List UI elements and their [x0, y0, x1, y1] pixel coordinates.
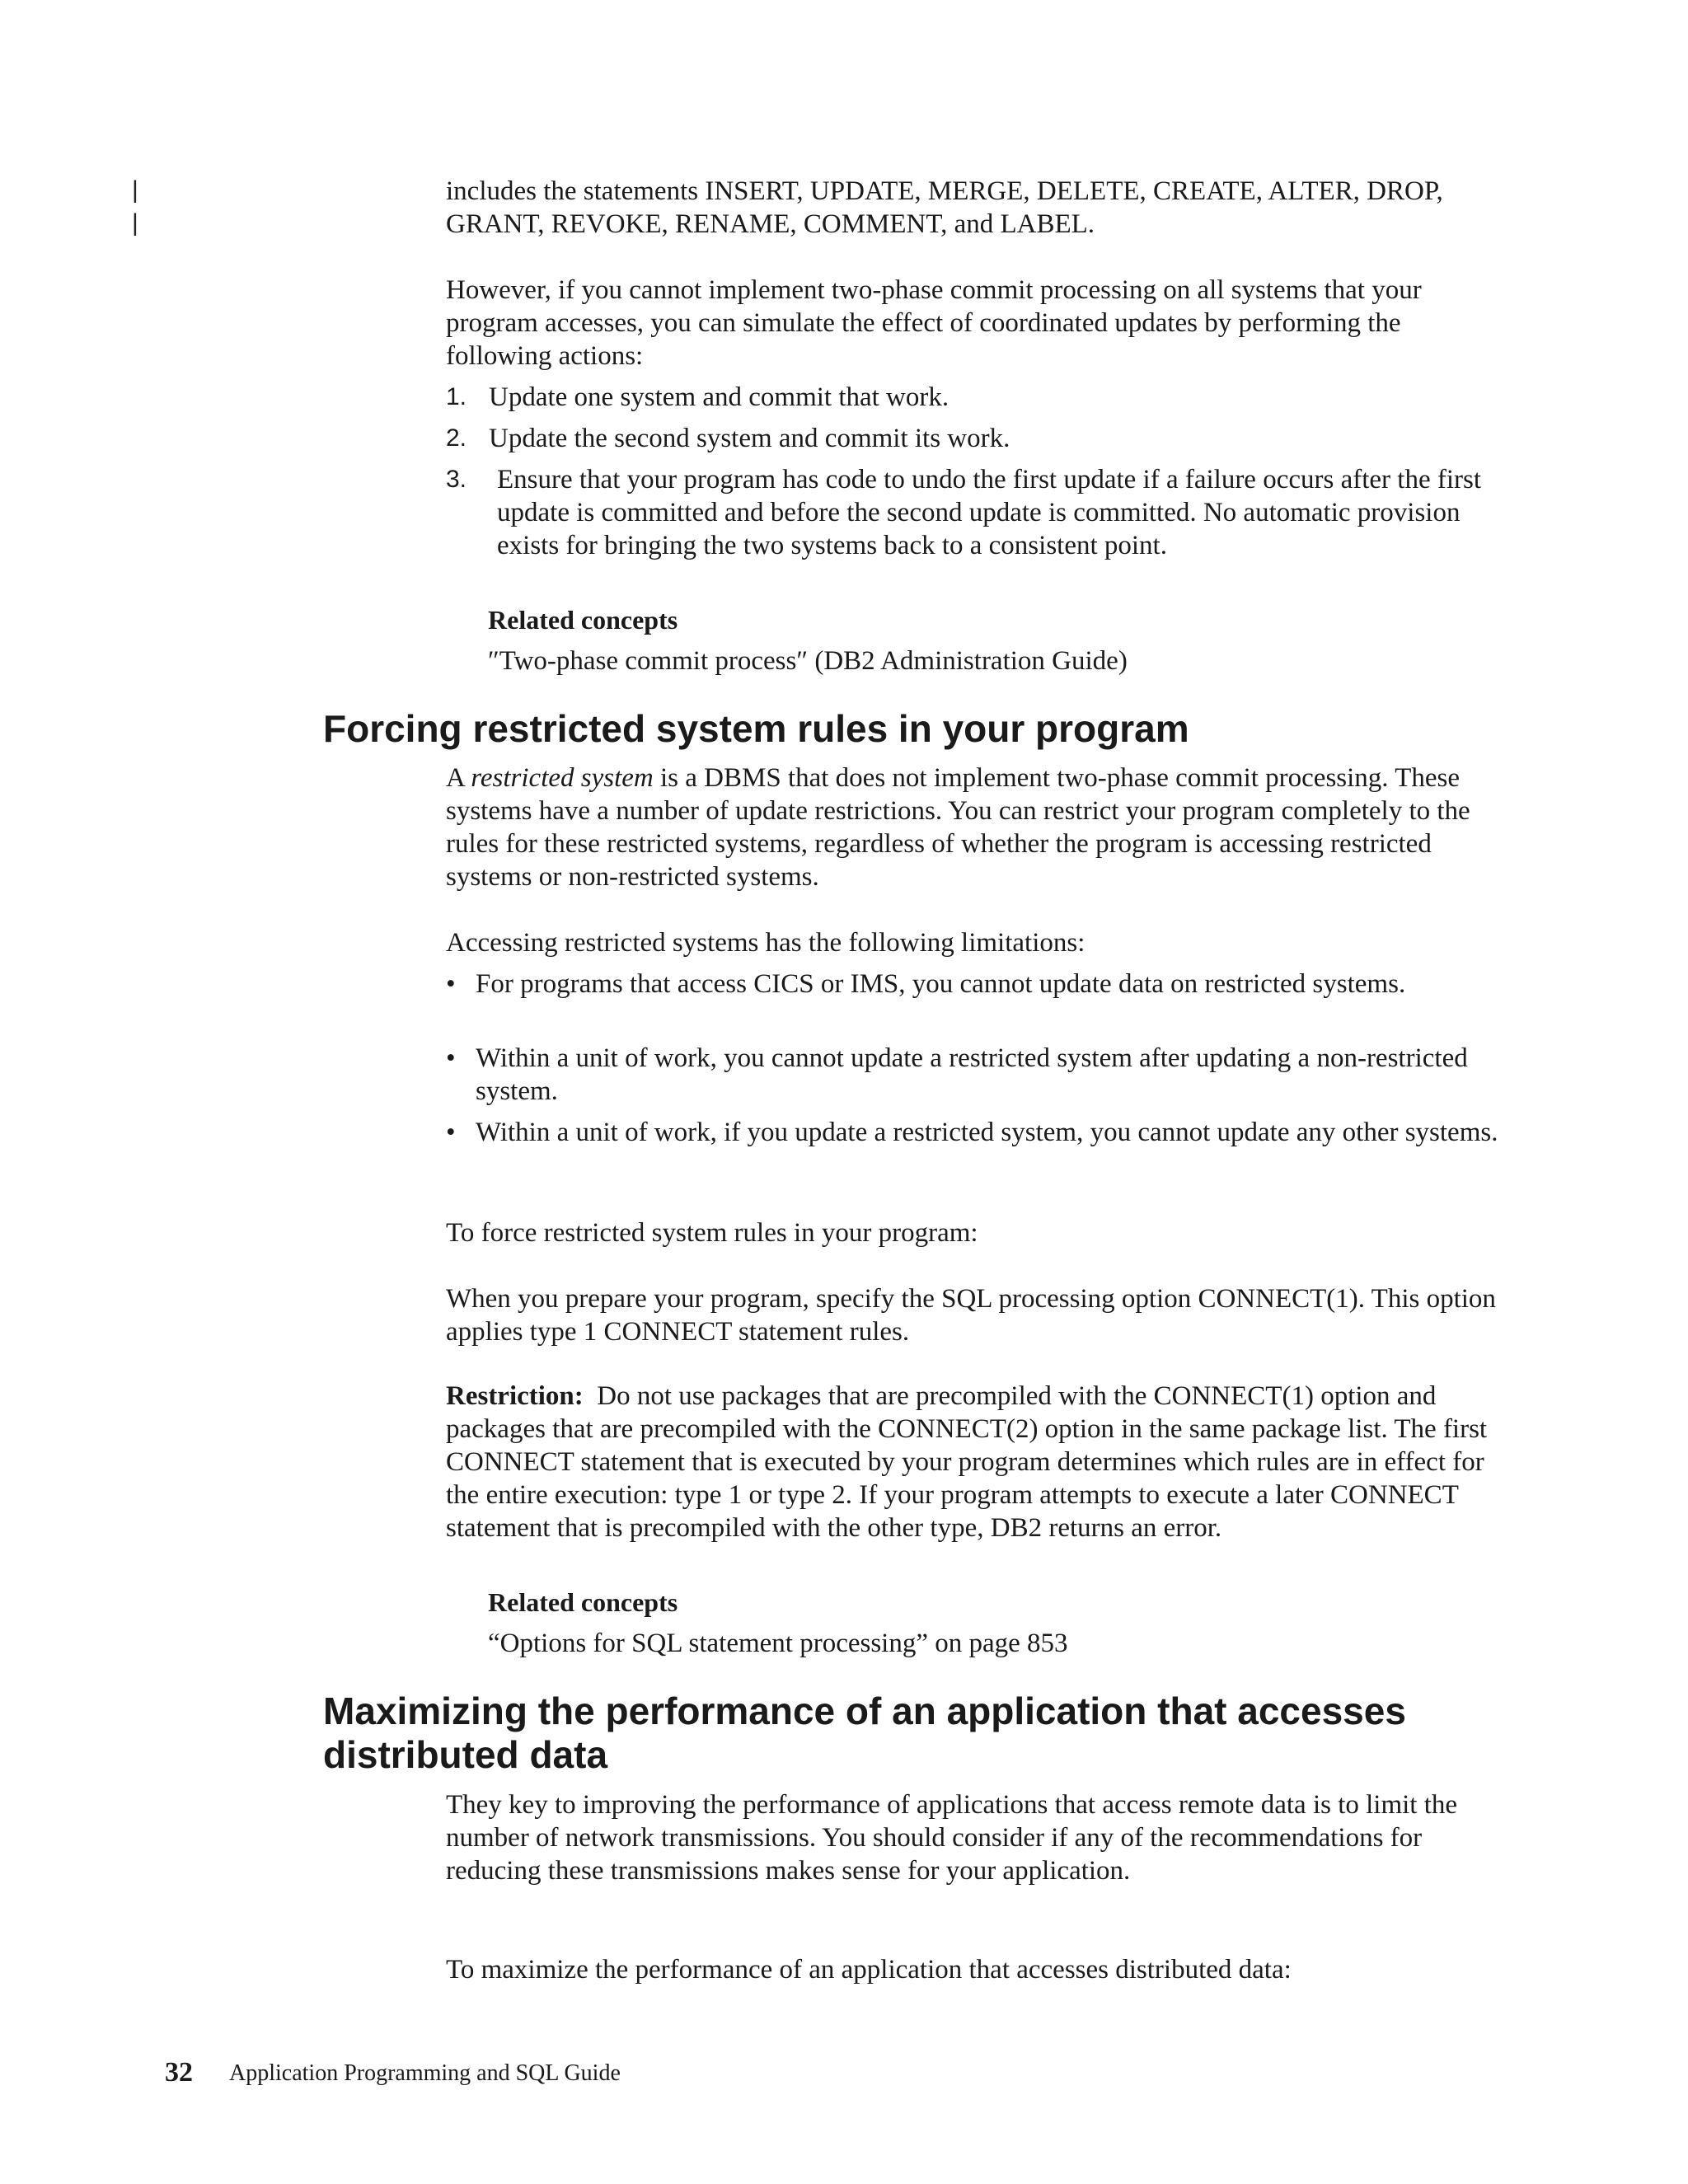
bullet-icon: • — [446, 1043, 456, 1073]
limitations-intro: Accessing restricted systems has the following limitations: — [446, 928, 1085, 958]
restriction-note — [446, 1380, 1505, 1544]
connect-option-paragraph: When you prepare your program, specify the SQL processing option CONNECT(1). This option applies type 1 CONNECT statement rules. — [446, 1284, 1496, 1347]
restricted-paragraph-body: is a DBMS that does not implement two-phase commit processing. These systems have a number of update restrictions. You can restrict your program completely to the rules for these restricted systems, regardless of whether the program is accessing restricted systems or non-restricted systems. — [446, 763, 1470, 892]
bullet-icon: • — [446, 1118, 456, 1147]
restriction-label: Restriction: — [446, 1381, 584, 1411]
restricted-system-term: restricted system — [471, 763, 654, 793]
performance-paragraph: They key to improving the performance of applications that access remote data is to limit the number of network transmissions. You should consider if any of the recommendations for reducing these transmissions makes sense for your application. — [446, 1790, 1458, 1886]
related-concepts-heading: Related concepts — [488, 1587, 678, 1617]
limitation-text: For programs that access CICS or IMS, you cannot update data on restricted systems. — [476, 969, 1406, 999]
restricted-paragraph-prefix: A — [446, 763, 471, 793]
intro-however-paragraph: However, if you cannot implement two-phase commit processing on all systems that your program accesses, you can simulate the effect of coordinated updates by performing the following actions: — [446, 275, 1422, 371]
limitation-text: Within a unit of work, if you update a restricted system, you cannot update any other systems. — [476, 1118, 1498, 1147]
change-bar: | — [132, 209, 138, 237]
related-concept-link[interactable]: ″Two-phase commit process″ (DB2 Administration Guide) — [488, 646, 1128, 676]
restriction-text: Do not use packages that are precompiled with the CONNECT(1) option and packages that are precompiled with the CONNECT(2) option in the same package list. The first CONNECT statement that is executed by your program determines which rules are in effect for the entire execution: type 1 or type 2. If your program attempts to execute a later CONNECT statement that is precompiled with the other type, DB2 returns an error. — [446, 1381, 1488, 1543]
restricted-system-paragraph — [446, 762, 1505, 893]
change-bar: | — [132, 176, 138, 204]
step-number: 1. — [446, 383, 467, 410]
section-title-performance: Maximizing the performance of an application that accesses distributed data — [323, 1690, 1406, 1776]
page-number: 32 — [165, 2057, 193, 2088]
bullet-icon: • — [446, 969, 456, 999]
related-concepts-heading: Related concepts — [488, 605, 678, 635]
maximize-performance-intro: To maximize the performance of an application that accesses distributed data: — [446, 1955, 1292, 1985]
limitation-text: Within a unit of work, you cannot update a restricted system after updating a non-restricted system. — [476, 1043, 1468, 1106]
step-text: Ensure that your program has code to undo the first update if a failure occurs after the first update is committed and before the second update is committed. No automatic provision exists for bringing the two systems back to a consistent point. — [497, 465, 1481, 560]
step-text: Update the second system and commit its work. — [489, 424, 1010, 453]
step-number: 3. — [446, 466, 467, 493]
section-title-restricted-rules: Forcing restricted system rules in your program — [323, 707, 1189, 750]
related-concept-link[interactable]: “Options for SQL statement processing” on page 853 — [488, 1629, 1068, 1658]
force-rules-intro: To force restricted system rules in your program: — [446, 1218, 978, 1248]
book-title: Application Programming and SQL Guide — [229, 2060, 621, 2086]
intro-continuation: includes the statements INSERT, UPDATE, MERGE, DELETE, CREATE, ALTER, DROP, GRANT, REVOKE, RENAME, COMMENT, and LABEL. — [446, 176, 1443, 239]
step-number: 2. — [446, 424, 467, 452]
step-text: Update one system and commit that work. — [489, 382, 950, 412]
